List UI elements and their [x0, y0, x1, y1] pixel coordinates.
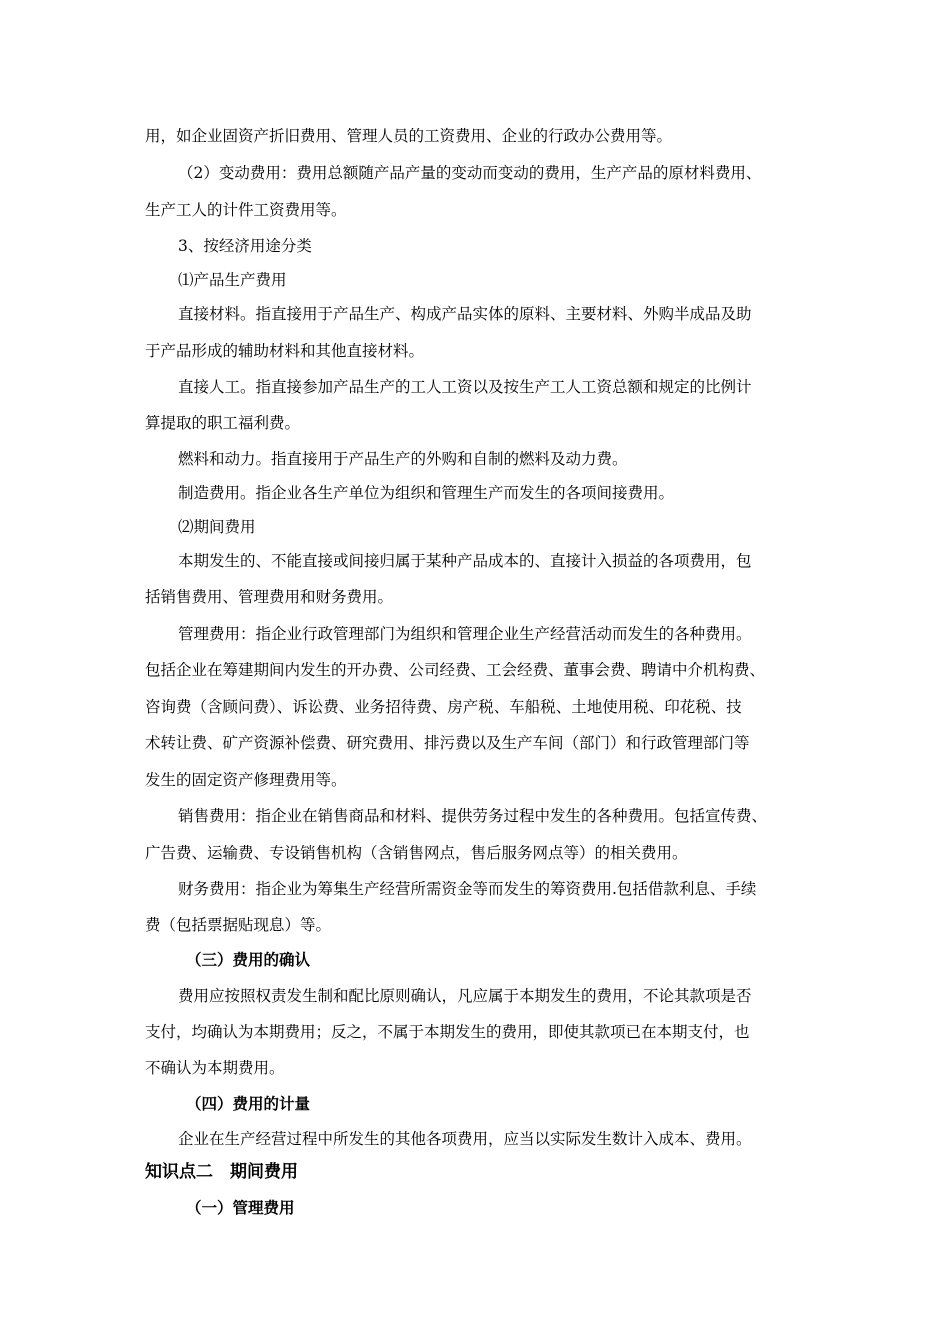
paragraph-line: 销售费用：指企业在销售商品和材料、提供劳务过程中发生的各种费用。包括宣传费、 [178, 807, 768, 825]
section-heading: （一）管理费用 [186, 1198, 295, 1217]
section-heading: （四）费用的计量 [186, 1094, 311, 1113]
subsection-heading: ⑵期间费用 [178, 518, 256, 536]
paragraph-line: 发生的固定资产修理费用等。 [145, 771, 347, 789]
paragraph-line: 算提取的职工福利费。 [145, 414, 301, 432]
paragraph-line: 管理费用：指企业行政管理部门为组织和管理企业生产经营活动而发生的各种费用。 [178, 625, 752, 643]
paragraph-line: 企业在生产经营过程中所发生的其他各项费用，应当以实际发生数计入成本、费用。 [178, 1130, 752, 1148]
section-heading: （三）费用的确认 [186, 950, 311, 969]
paragraph-line: 包括企业在筹建期间内发生的开办费、公司经费、工会经费、董事会费、聘请中介机构费、 [145, 661, 766, 679]
paragraph-line: 费用应按照权责发生制和配比原则确认，凡应属于本期发生的费用，不论其款项是否 [178, 987, 752, 1005]
section-heading: 3、按经济用途分类 [178, 237, 312, 255]
paragraph-line: 广告费、运输费、专设销售机构（含销售网点，售后服务网点等）的相关费用。 [145, 844, 688, 862]
paragraph-line: 费（包括票据贴现息）等。 [145, 916, 332, 934]
chapter-heading: 知识点二 期间费用 [145, 1162, 298, 1182]
paragraph-line: 不确认为本期费用。 [145, 1059, 285, 1077]
paragraph-line: 生产工人的计件工资费用等。 [145, 201, 347, 219]
paragraph-line: 术转让费、矿产资源补偿费、研究费用、排污费以及生产车间（部门）和行政管理部门等 [145, 734, 750, 752]
paragraph-line: 燃料和动力。指直接用于产品生产的外购和自制的燃料及动力费。 [178, 450, 628, 468]
paragraph-line: 本期发生的、不能直接或间接归属于某种产品成本的、直接计入损益的各项费用，包 [178, 552, 752, 570]
paragraph-line: 用，如企业固资产折旧费用、管理人员的工资费用、企业的行政办公费用等。 [145, 127, 673, 145]
paragraph-line: 直接人工。指直接参加产品生产的工人工资以及按生产工人工资总额和规定的比例计 [178, 378, 752, 396]
paragraph-line: 财务费用：指企业为筹集生产经营所需资金等而发生的筹资费用.包括借款利息、手续 [178, 880, 757, 898]
paragraph-line: 咨询费（含顾问费）、诉讼费、业务招待费、房产税、车船税、土地使用税、印花税、技 [145, 698, 742, 716]
paragraph-line: 直接材料。指直接用于产品生产、构成产品实体的原料、主要材料、外购半成品及助 [178, 305, 752, 323]
paragraph-line: 于产品形成的辅助材料和其他直接材料。 [145, 342, 425, 360]
paragraph-line: 支付，均确认为本期费用；反之，不属于本期发生的费用，即使其款项已在本期支付，也 [145, 1023, 750, 1041]
paragraph-line: （2）变动费用：费用总额随产品产量的变动而变动的费用，生产产品的原材料费用、 [178, 164, 762, 182]
paragraph-line: 制造费用。指企业各生产单位为组织和管理生产而发生的各项间接费用。 [178, 484, 675, 502]
paragraph-line: 括销售费用、管理费用和财务费用。 [145, 588, 394, 606]
subsection-heading: ⑴产品生产费用 [178, 271, 287, 289]
